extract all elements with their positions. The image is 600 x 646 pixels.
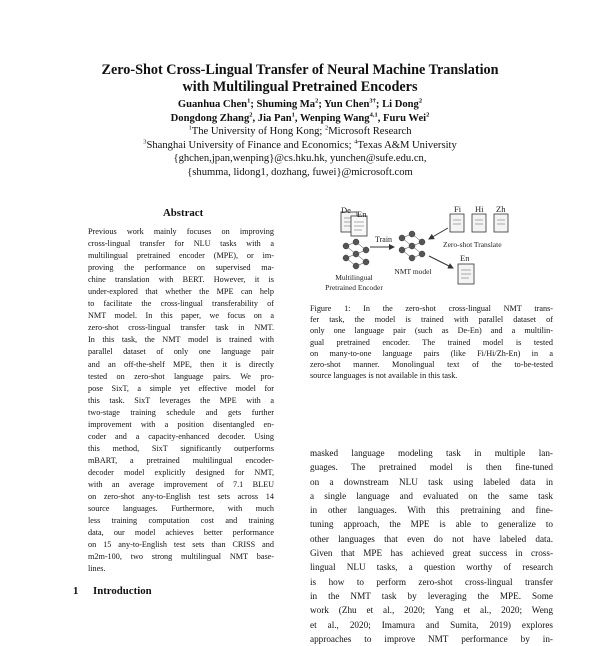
affiliation-mark: 3 xyxy=(143,138,147,146)
author-name: Jia Pan xyxy=(257,112,292,124)
body-line: a single language and evaluated on the same task xyxy=(310,490,553,501)
caption-line: gual pretrained encoder. The trained model is tested xyxy=(310,337,553,347)
label-fi: Fi xyxy=(454,204,462,214)
author-line-2: Dongdong Zhang$^2$, Jia Pan$^1$, Wenping Wang$^{4,1}$, Furu Wei$^2$ xyxy=(170,111,430,124)
body-line: masked language modeling task in multiple lan- xyxy=(310,448,553,458)
label-zh: Zh xyxy=(496,204,506,214)
author-name: Li Dong xyxy=(382,99,419,110)
document-icon xyxy=(458,264,474,284)
caption-line: on many-to-one language pairs (like Fi/Hi/Zh-En) in a xyxy=(310,348,553,358)
caption-line: source languages is not available in this task. xyxy=(310,371,458,381)
abstract-line: less training computation cost and training xyxy=(88,516,274,526)
label-hi: Hi xyxy=(475,204,484,214)
abstract-line: proving the performance on supervised ma- xyxy=(88,263,274,273)
author-name: Shuming Ma xyxy=(256,99,316,110)
email-line: {shumma, lidong1, dozhang, fuwei}@microsoft.com xyxy=(187,166,413,178)
figure-1 xyxy=(310,202,550,302)
body-line: on a downstream NLU task using labeled data in xyxy=(310,476,553,487)
body-line: et al., 2020; Imamura and Sumita, 2019) explores xyxy=(310,619,553,630)
body-line: tuning approach, the MPE is able to generalize to xyxy=(310,519,553,530)
author-name: Dongdong Zhang xyxy=(170,112,250,124)
affiliation-text: Shanghai University of Finance and Economics; xyxy=(146,139,355,151)
section-title: Introduction xyxy=(93,585,152,597)
abstract-text xyxy=(88,226,274,575)
caption-line: zero-shot manner. Monolingual text of the to-be-tested xyxy=(310,359,553,369)
author-mark: 2 xyxy=(418,97,423,105)
encoder-network-icon xyxy=(343,239,369,269)
document-icon xyxy=(351,216,367,236)
document-icon xyxy=(450,214,464,232)
abstract-line: this method, SixT significantly outperforms xyxy=(88,443,274,453)
author-name: Guanhua Chen xyxy=(177,99,248,110)
affiliation-mark: 4 xyxy=(354,138,358,146)
body-line: Given that MPE has achieved great success in cross- xyxy=(310,548,553,559)
paper-title xyxy=(40,62,560,96)
figure-caption xyxy=(310,303,553,381)
abstract-line: lines. xyxy=(88,564,106,574)
author-mark: 2 xyxy=(315,97,319,105)
abstract-line: to facilitate the cross-lingual transferability of xyxy=(88,299,274,309)
abstract-line: Previous work mainly focuses on improving xyxy=(88,227,274,236)
input-arrow xyxy=(429,228,448,239)
author-mark: 1 xyxy=(247,97,251,105)
abstract-line: NMT model. In this paper, we focus on a xyxy=(88,311,274,321)
body-line: approaches to improve NMT performance by in- xyxy=(310,633,553,644)
label-train: Train xyxy=(375,235,393,244)
title-line: with Multilingual Pretrained Encoders xyxy=(182,79,418,95)
abstract-line: zero-shot cross-lingual transfer task in NMT. xyxy=(88,323,274,333)
label-encoder-1: Multilingual xyxy=(335,273,373,282)
label-de: De xyxy=(341,205,351,215)
abstract-line: with an average improvement of 7.1 BLEU xyxy=(88,479,274,489)
abstract-line: chine translation with BERT. However, it is xyxy=(88,275,274,285)
body-line: is how to perform zero-shot cross-lingual transfer xyxy=(310,576,553,587)
body-line: in the NMT task by leveraging the MPE. Some xyxy=(310,590,553,601)
author-mark: 3† xyxy=(369,97,376,105)
document-icon xyxy=(472,214,486,232)
section-heading xyxy=(73,585,152,597)
author-block xyxy=(60,98,540,180)
abstract-line: under-explored that whether the MPE can help xyxy=(88,287,274,297)
abstract-line: improvement with a position disentangled en- xyxy=(88,419,274,429)
body-line: work (Zhu et al., 2020; Yang et al., 2020; Weng xyxy=(310,605,553,616)
affiliation-text: The University of Hong Kong; xyxy=(191,126,326,138)
body-line: in other languages. With this pretraining and fine- xyxy=(310,505,553,516)
label-zero-shot: Zero-shot Translate xyxy=(443,240,502,249)
abstract-line: parallel dataset of only one language pair xyxy=(88,347,274,357)
author-mark: 2 xyxy=(249,111,253,119)
abstract-line: multilingual pretrained encoder (MPE), or im- xyxy=(88,251,274,261)
author-name: Furu Wei xyxy=(383,112,427,124)
email-line: {ghchen,jpan,wenping}@cs.hku.hk, yunchen@sufe.edu.cn, xyxy=(173,153,427,165)
body-line: guages. The pretrained model is then fine-tuned xyxy=(310,462,553,473)
figure-diagram xyxy=(310,202,550,302)
abstract-line: on zero-shot any-to-English test sets across 14 xyxy=(88,492,274,502)
affiliation-mark: 2 xyxy=(325,124,329,132)
abstract-line: mBART, a pretrained multilingual encoder- xyxy=(88,455,274,465)
author-name: Yun Chen xyxy=(324,99,370,110)
author-mark: 1 xyxy=(291,111,295,119)
body-line: other languages that even do not have labeled data. xyxy=(310,533,553,544)
section-number: 1 xyxy=(73,585,79,597)
label-en-source: En xyxy=(357,209,367,219)
label-en-output: En xyxy=(460,253,470,263)
author-mark: 4,1 xyxy=(369,111,378,119)
body-line: lingual NLU tasks, a question worthy of research xyxy=(310,562,553,573)
abstract-line: m2m-100, two strong multilingual NMT base- xyxy=(88,552,274,562)
label-encoder-2: Pretrained Encoder xyxy=(325,283,383,292)
abstract-line: and an off-the-shelf MPE, then it is directly xyxy=(88,359,274,369)
body-text xyxy=(310,446,553,646)
abstract-line: tested on zero-shot language pairs. We pro- xyxy=(88,371,274,381)
affiliation-line-1 xyxy=(60,125,540,139)
title-line: Zero-Shot Cross-Lingual Transfer of Neural Machine Translation xyxy=(101,62,499,78)
abstract-line: In this task, the NMT model is trained with xyxy=(88,335,274,345)
abstract-line: this task. SixT leverages the MPE with a xyxy=(88,395,274,405)
affiliation-text: Microsoft Research xyxy=(328,126,412,138)
abstract-line: data, our model achieves better performance xyxy=(88,528,274,538)
caption-line: only one language pair (such as De-En) and a multilin- xyxy=(310,326,553,336)
output-arrow xyxy=(429,256,453,268)
abstract-line: cross-lingual transfer for NLU tasks with a xyxy=(88,239,274,249)
caption-line: Figure 1: In the zero-shot cross-lingual NMT trans- xyxy=(310,304,553,313)
author-mark: 2 xyxy=(426,111,430,119)
affiliation-line-2 xyxy=(60,139,540,153)
nmt-network-icon xyxy=(399,231,425,261)
caption-line: fer task, the model is trained with parallel dataset of xyxy=(310,315,553,325)
abstract-line: coder and a capacity-enhanced decoder. Using xyxy=(88,431,274,441)
label-nmt: NMT model xyxy=(394,267,432,276)
affiliation-mark: 1 xyxy=(188,124,192,132)
document-icon xyxy=(494,214,508,232)
abstract-line: decoder model explicitly designed for NMT, xyxy=(88,467,274,477)
author-line-1: Guanhua Chen$^1$; Shuming Ma$^2$; Yun Chen$^{3\dagger}$; Li Dong$^2$ xyxy=(177,97,423,110)
author-name: Wenping Wang xyxy=(300,112,370,124)
abstract-line: source languages. Furthermore, with much xyxy=(88,504,274,514)
affiliation-text: Texas A&M University xyxy=(357,139,457,151)
abstract-heading: Abstract xyxy=(163,207,204,219)
abstract-line: on 15 any-to-English test sets than CRISS and xyxy=(88,540,274,550)
abstract-line: two-stage training schedule and gets further xyxy=(88,407,274,417)
abstract-line: pose SixT, a simple yet effective model for xyxy=(88,383,274,393)
